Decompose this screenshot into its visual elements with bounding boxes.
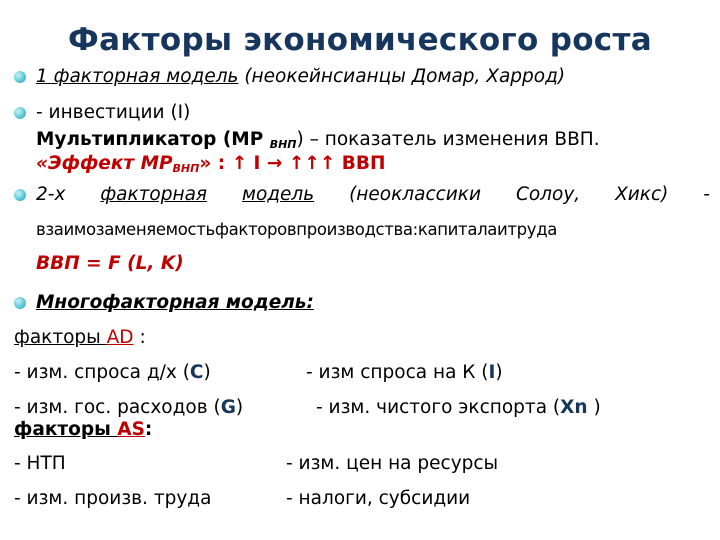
ad-item-text: - изм. гос. расходов ( [14, 397, 221, 418]
two-factor-line [36, 183, 710, 207]
two-factor-word: (неоклассики [349, 184, 482, 205]
ad-factors-label [14, 326, 146, 350]
effect-arrows: → ↑↑↑ [266, 153, 336, 174]
two-factor-word: факторная [100, 184, 208, 205]
ad-item-text: - изм спроса на К ( [306, 362, 489, 383]
multifactor-model-title: Многофакторная модель: [36, 292, 314, 313]
two-factor-word: Солоу, [515, 184, 581, 205]
two-factor-word: модель [241, 184, 315, 205]
ad-item-text: ) [587, 397, 601, 418]
ad-item [316, 396, 601, 420]
ad-item [14, 361, 211, 385]
ad-item-text: ) [235, 397, 244, 418]
effect-gdp: ВВП [335, 153, 386, 174]
as-item: - налоги, субсидии [286, 488, 471, 509]
ad-key: AD [106, 327, 134, 348]
ad-item-key: I [488, 362, 496, 383]
page-title: Факторы экономического роста [68, 22, 652, 58]
as-label-prefix: факторы [14, 419, 118, 440]
ad-item-text: ) [495, 362, 503, 383]
as-item: - НТП [14, 453, 66, 474]
ad-item-text: ) [203, 362, 211, 383]
ad-item [306, 361, 503, 385]
bullet-1-text [36, 65, 565, 89]
two-factor-word: - [703, 184, 710, 205]
ad-item-key: С [189, 362, 204, 383]
effect-investment: » : ↑ I [199, 153, 267, 174]
multiplier-subscript: ВНП [269, 138, 297, 151]
substitutability-line: взаимозаменяемостьфакторовпроизводства:капиталаитруда [36, 220, 558, 239]
multiplier-description: ) – показатель изменения ВВП. [296, 129, 600, 150]
two-factor-word: 2-х [36, 184, 66, 205]
investment-line: - инвестиции (I) [36, 102, 191, 123]
ad-item-text: - изм. чистого экспорта ( [316, 397, 561, 418]
one-factor-model-authors: (неокейнсианцы Домар, Харрод) [238, 66, 566, 87]
ad-item [14, 396, 243, 420]
gdp-formula: ВВП = F (L, K) [36, 253, 184, 274]
as-factors-label [14, 418, 152, 442]
ad-label-prefix: факторы [14, 327, 107, 348]
ad-label-suffix: : [133, 327, 146, 348]
ad-item-key: Xn [560, 397, 588, 418]
bullet-icon [14, 107, 26, 119]
one-factor-model-label: 1 факторная модель [36, 66, 239, 87]
as-label-suffix: : [144, 419, 153, 440]
effect-subscript: ВНП [172, 162, 200, 175]
ad-item-key: G [220, 397, 236, 418]
bullet-icon [14, 297, 26, 309]
multiplier-label: Мультипликатор (МР [36, 129, 270, 150]
ad-item-text: - изм. спроса д/х ( [14, 362, 190, 383]
effect-label: «Эффект МР [36, 153, 173, 174]
as-key: AS [117, 419, 145, 440]
effect-line [36, 152, 385, 181]
as-item: - изм. произв. труда [14, 488, 212, 509]
bullet-icon [14, 189, 26, 201]
bullet-icon [14, 71, 26, 83]
as-item: - изм. цен на ресурсы [286, 453, 499, 474]
two-factor-word: Хикс) [615, 184, 669, 205]
